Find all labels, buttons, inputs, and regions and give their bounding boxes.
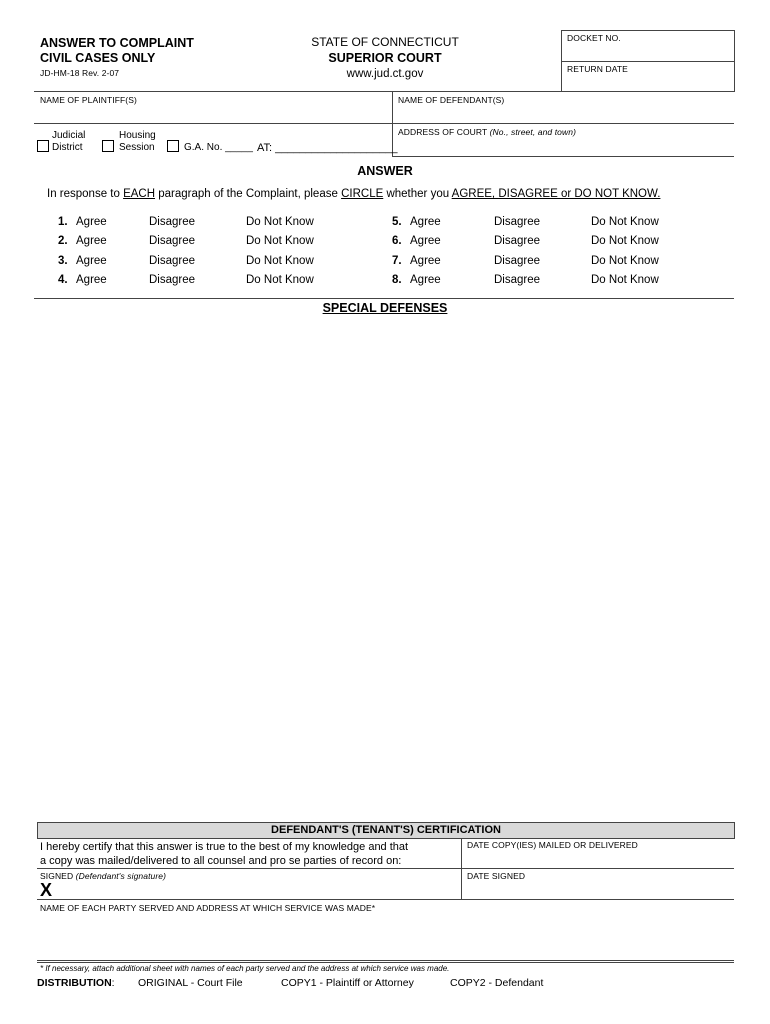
defendant-field[interactable]: NAME OF DEFENDANT(S)	[398, 95, 505, 105]
certification-heading: DEFENDANT'S (TENANT'S) CERTIFICATION	[37, 822, 735, 839]
court-header	[295, 35, 475, 82]
ga-checkbox[interactable]	[167, 140, 179, 152]
court-address-hint: (No., street, and town)	[489, 127, 577, 137]
form-title-line2: CIVIL CASES ONLY	[40, 51, 156, 65]
do-not-know-option[interactable]: Do Not Know	[591, 255, 659, 267]
paragraph-number: 5.	[392, 216, 402, 228]
parties-served-field[interactable]: NAME OF EACH PARTY SERVED AND ADDRESS AT WHICH SERVICE WAS MADE*	[40, 903, 376, 913]
court-address-label: ADDRESS OF COURT	[398, 127, 488, 137]
housing-line2: Session	[119, 142, 155, 153]
do-not-know-option[interactable]: Do Not Know	[591, 274, 659, 286]
paragraph-number: 3.	[58, 255, 68, 267]
instr-circle: CIRCLE	[341, 188, 384, 200]
at-field[interactable]: AT: ____________________	[257, 142, 398, 154]
instr-pre: In response to	[47, 188, 124, 200]
footnote: * If necessary, attach additional sheet with names of each party served and the address at which service was made.	[40, 964, 450, 973]
disagree-option[interactable]: Disagree	[149, 255, 196, 267]
disagree-option[interactable]: Disagree	[494, 235, 541, 247]
do-not-know-option[interactable]: Do Not Know	[591, 216, 659, 228]
date-signed-field[interactable]: DATE SIGNED	[467, 871, 526, 881]
instr-mid: paragraph of the Complaint, please	[155, 188, 342, 200]
special-defenses-area[interactable]	[34, 320, 734, 820]
agree-option[interactable]: Agree	[410, 255, 441, 267]
disagree-option[interactable]: Disagree	[494, 274, 541, 286]
agree-option[interactable]: Agree	[410, 235, 441, 247]
answer-heading: ANSWER	[357, 164, 413, 178]
housing-session-label	[119, 130, 156, 154]
paragraph-number: 8.	[392, 274, 402, 286]
paragraph-number: 2.	[58, 235, 68, 247]
do-not-know-option[interactable]: Do Not Know	[246, 274, 314, 286]
court-name: SUPERIOR COURT	[328, 51, 442, 65]
instr-each: EACH	[123, 188, 156, 200]
housing-line1: Housing	[119, 130, 156, 141]
disagree-option[interactable]: Disagree	[149, 274, 196, 286]
distribution-copy2: COPY2 - Defendant	[450, 977, 544, 989]
distribution-label: DISTRIBUTION	[37, 977, 112, 989]
certification-text	[40, 840, 408, 868]
agree-option[interactable]: Agree	[76, 235, 107, 247]
paragraph-number: 1.	[58, 216, 68, 228]
paragraph-number: 4.	[58, 274, 68, 286]
answer-instructions	[47, 188, 660, 200]
signed-hint: (Defendant's signature)	[75, 871, 167, 881]
do-not-know-option[interactable]: Do Not Know	[246, 235, 314, 247]
distribution-line: DISTRIBUTION:	[37, 977, 115, 989]
form-title-line1: ANSWER TO COMPLAINT	[40, 36, 194, 50]
return-date-field[interactable]: RETURN DATE	[567, 64, 628, 74]
date-mailed-field[interactable]: DATE COPY(IES) MAILED OR DELIVERED	[467, 840, 638, 850]
signature-field-label	[40, 871, 166, 881]
disagree-option[interactable]: Disagree	[494, 255, 541, 267]
distribution-copy1: COPY1 - Plaintiff or Attorney	[281, 977, 414, 989]
ga-no-field[interactable]: G.A. No. _____	[184, 142, 253, 153]
distribution-original: ORIGINAL - Court File	[138, 977, 243, 989]
plaintiff-field[interactable]: NAME OF PLAINTIFF(S)	[40, 95, 137, 105]
instr-whether: whether you	[383, 188, 452, 200]
cert-line1: I hereby certify that this answer is true to the best of my knowledge and that	[40, 841, 409, 853]
do-not-know-option[interactable]: Do Not Know	[246, 216, 314, 228]
agree-option[interactable]: Agree	[410, 216, 441, 228]
paragraph-number: 6.	[392, 235, 402, 247]
judicial-district-label	[52, 130, 85, 154]
state-name: STATE OF CONNECTICUT	[311, 35, 459, 49]
court-website: www.jud.ct.gov	[346, 68, 424, 80]
special-defenses-heading: SPECIAL DEFENSES	[322, 301, 448, 315]
do-not-know-option[interactable]: Do Not Know	[591, 235, 659, 247]
agree-option[interactable]: Agree	[410, 274, 441, 286]
cert-line2: a copy was mailed/delivered to all counsel and pro se parties of record on:	[40, 855, 402, 867]
form-title	[40, 36, 194, 66]
housing-session-checkbox[interactable]	[102, 140, 114, 152]
signed-label: SIGNED	[40, 871, 74, 881]
disagree-option[interactable]: Disagree	[149, 216, 196, 228]
judicial-line2: District	[52, 142, 83, 153]
judicial-district-checkbox[interactable]	[37, 140, 49, 152]
court-address-field[interactable]	[398, 127, 576, 137]
docket-no-field[interactable]: DOCKET NO.	[567, 33, 621, 43]
agree-option[interactable]: Agree	[76, 255, 107, 267]
agree-option[interactable]: Agree	[76, 216, 107, 228]
do-not-know-option[interactable]: Do Not Know	[246, 255, 314, 267]
agree-option[interactable]: Agree	[76, 274, 107, 286]
form-number: JD-HM-18 Rev. 2-07	[40, 68, 120, 78]
instr-options: AGREE, DISAGREE or DO NOT KNOW.	[451, 188, 661, 200]
disagree-option[interactable]: Disagree	[149, 235, 196, 247]
signature-x-mark[interactable]: X	[40, 880, 53, 900]
disagree-option[interactable]: Disagree	[494, 216, 541, 228]
paragraph-number: 7.	[392, 255, 402, 267]
judicial-line1: Judicial	[52, 130, 86, 141]
